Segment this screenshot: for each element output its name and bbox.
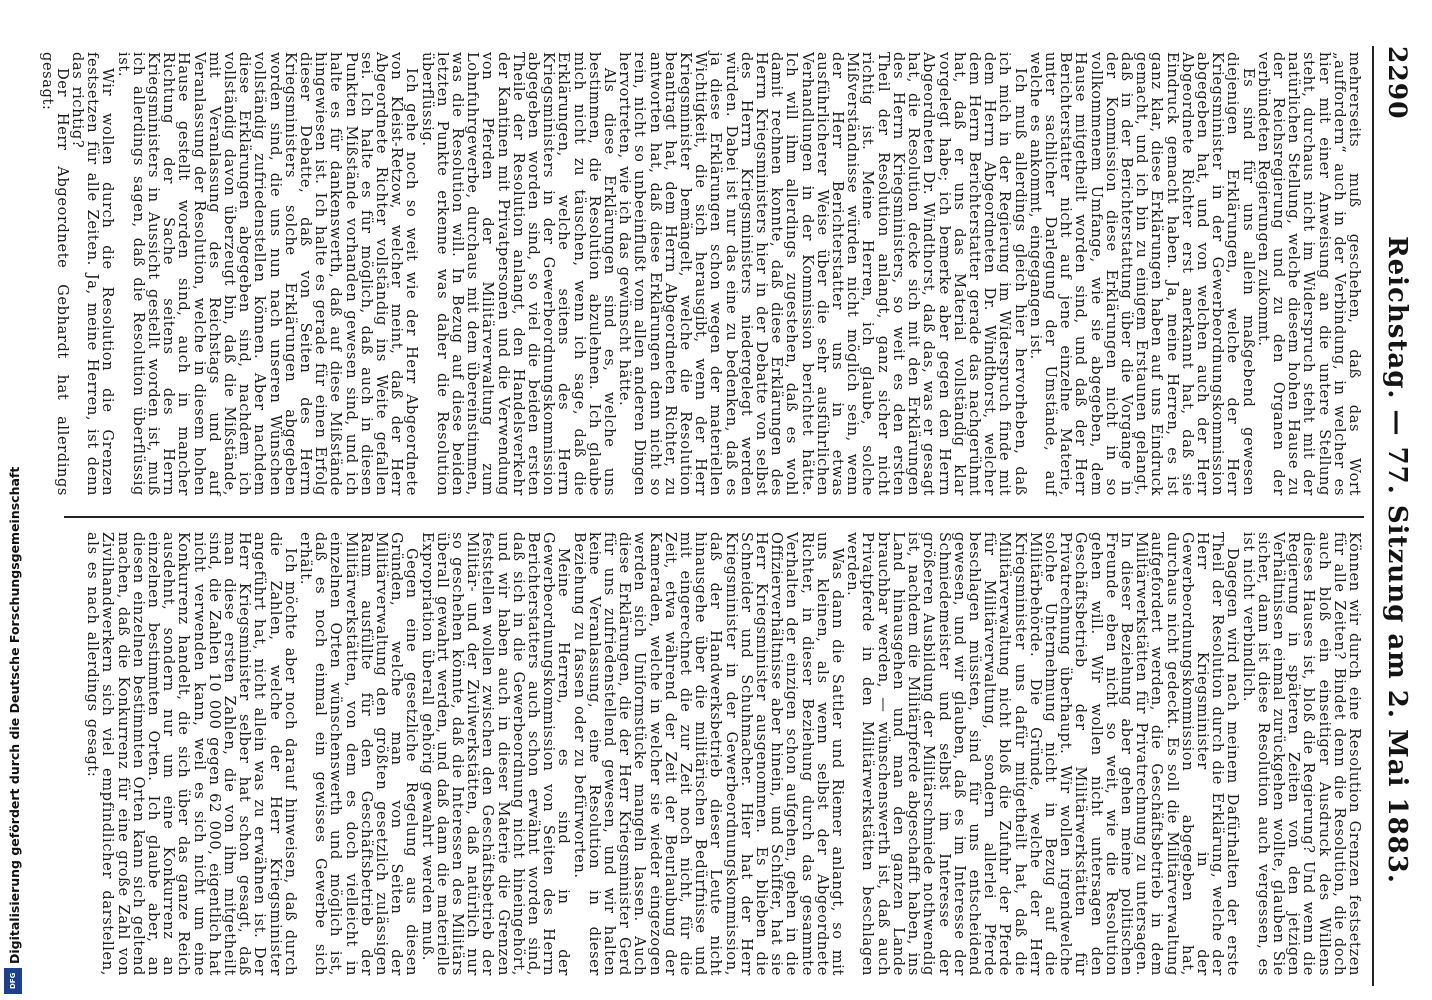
- paragraph: Meine Herren, es sind in der Gewerbeordnungskommission von Seiten des Herrn Berichterstatters auch schon erwähnt worden sind, daß sich in die Gewerbeordnung nicht hineingehört, und wir haben auch in dieser Materie die Grenzen feststellen wollen zwischen den Geschäftsbetrieb der Militär- und der Zivilwerkstätten, daß natürlich nur so geschehen könnte, daß die Interessen des Militärs überall gewahrt werden, und daß dann die materielle Expropriation überall gehörig gewahrt werden muß.: [418, 532, 573, 976]
- text-column-left: [38, 52, 1363, 496]
- paragraph: Ich muß allerdings gleich hier hervorheben, daß ich mich in der Regierung im Widerspruch finde mit dem Herrn Abgeordneten Dr. Windthorst, welcher dem Herrn Berichterstatter gerade das nachgerühmt hat, daß er uns das Material vollständig klar vorgelegt habe; ich bemerke aber gegen den Herrn Abgeordneten Dr. Windthorst, daß das, was er gesagt hat, die Resolution decke sich mit den Erklärungen des Herrn Kriegsministers, so weit es den ersten Theil der Resolution anlangt, ganz sicher nicht richtig ist. Meine Herren, ich glaube, solche Mißverständnisse würden nicht möglich sein, wenn der Herr Berichterstatter uns in etwas ausführlicherer Weise über die sehr ausführlichen Verhandlungen in der Kommission berichtet hätte. Ich will ihm allerdings zugestehen, daß es wohl damit rechnen konnte, daß diese Erklärungen des Herrn Kriegsministers hier in der Debatte von selbst des Herrn Kriegsministers niedergelegt werden würden. Dabei ist nur das eine zu bedenken, daß es ja diese Erklärungen schon wegen der materiellen Wichtigkeit, die sich herausgibt, wenn der Herr Kriegsminister bemängelt, welche die Resolution beantragt hat, dem Herrn Abgeordneten Richter, zu antworten hat, daß diese Erklärungen denn nicht so rein, nicht so unbeeinflußt vom allen anderen Dingen hervortreten, wie ich das gewünscht hätte.: [616, 52, 1029, 496]
- page-header: [1372, 46, 1416, 986]
- column-divider: [64, 516, 1364, 518]
- page-number: 2290: [1383, 46, 1412, 120]
- paragraph: mehrerseits muß geschehen, daß das Wort „auffordern“ auch in der Verbindung, in welcher es hier mit einer Anweisung an die untere Stellung steht, durchaus nicht im Widerspruch steht mit der natürlichen Stellung, welche diesem hohen Hause zu der Reichsregierung und zu den Organen der verbündeten Regierungen zukommt.: [1254, 52, 1363, 496]
- credit-text: Digitalisierung gefördert durch die Deutsche Forschungsgemeinschaft: [7, 466, 22, 964]
- paragraph: Als diese Erklärungen sind es, welche uns bestimmen, die Resolution abzulehnen. Ich glaube mich nicht zu täuschen, wenn ich sage, daß die Erklärungen, welche seitens des Herrn Kriegsministers in der Gewerbeordnungskommission abgegeben worden sind, so viel die beiden ersten Theile der Resolution anlangt, den Handelsverkehr der Kantinen mit Privatpersonen und die Verwendung von Pferden der Militärverwaltung zum Lohnfuhrgewerbe, durchaus mit dem übereinstimmen, was die Resolution will. In Bezug auf diese beiden letzten Punkte erkenne was daher die Resolution überflüssig.: [418, 52, 619, 496]
- paragraph: Wir wollen durch die Resolution die Grenzen festsetzen für alle Zeiten. Ja, meine Herren, ist denn das richtig?: [68, 52, 117, 496]
- header-rule: [1372, 46, 1374, 986]
- dfg-logo-icon: DFG: [4, 968, 22, 994]
- paragraph: Können wir durch eine Resolution Grenzen festsetzen für alle Zeiten? Bindet denn die Resolution, die doch auch bloß ein einseitiger Ausdruck des Willens dieses Hauses ist, bloß die Regierung? Und wenn die Regierung in späteren Zeiten von den jetzigen Verhältnissen einmal zurückgehen wollte, glauben Sie sicher, dann ist diese Resolution auch vergessen, es ist nicht verbindlich.: [1239, 532, 1363, 976]
- paragraph: Dagegen wird nach meinem Dafürhalten der erste Theil der Resolution durch die Erklärung, welche der Herr Kriegsminister in der Gewerbeordnungskommission abgegeben hat, durchaus nicht gedeckt. Es soll die Militärverwaltung aufgefordert werden, die Geschäftsbetrieb in dem Militärwerkstätten für Privatrechnung zu untersagen. In dieser Beziehung aber gehen meine politischen Freunde eben nicht so weit, wie die Resolution gehen will. Wir wollen nicht untersagen den Geschäftsbetrieb der Militärwerkstätten für Privatrechnung überhaupt. Wir wollen irgendwelche solche Unternehmung nicht in Bezug auf die Militärbehörde. Die Gründe, welche der Herr Kriegsminister uns dafür mitgetheilt hat, daß die Militärverwaltung nicht bloß die Zufuhr der Pferde für Militärverwaltung, sondern allerlei Pferde beschlagen müssten, sind für uns entscheidend gewesen, und wir glauben, daß es im Interesse der Schmiedemeister und selbst im Interesse der größeren Ausbildung der Militärschmiede nothwendig ist, nachdem die Militärpferde abgeschafft haben, ins Land hinausgehen und man den ganzen Lande brauchbar werden, — wünschenswerth ist, daß auch Privatpferde in den Militärwerkstätten beschlagen werden.: [844, 532, 1242, 976]
- text-column-right: [62, 532, 1362, 976]
- paragraph: Gegen eine gesetzliche Regelung aus diesen Gründen, welche man von Seiten der Militärverwaltung den größten gesetzlich zulässigen Raum ausfüllte für den Geschäftsbetrieb der Militärwerkstätten, von dem es doch vielleicht in einzelnen Orten wünschenswerth und möglich ist, daß es noch einmal ein gewisses Gewerbe sich erhält.: [296, 532, 421, 976]
- paragraph: Der Herr Abgeordnete Gebhardt hat allerdings gesagt:: [38, 52, 71, 496]
- paragraph: Ich möchte aber noch darauf hinweisen, daß durch die Zahlen, welche der Herr Kriegsminister angeführt hat, nicht allein was zu erwähnen ist. Der Herr Kriegsminister selber hat schon gesagt, daß man diese ersten Zahlen, die von ihm mitgetheilt sind, die Zahlen 10 000 gegen 62 000, eigentlich hat nicht verwenden kann, weil es sich nicht um eine Konkurrenz handelt, die sich über das ganze Reich ausdehnt, sondern nur um eine Konkurrenz an einzelnen bestimmten Orten. Ich glaube aber, an diesen einzelnen bestimmten Orten kann sich geltend machen, daß die Konkurrenz für eine große Zahl von Zivilhandwerkern sich viel empfindlicher darstellen, als es nach allerdings gesagt:: [84, 532, 299, 976]
- running-head: Reichstag. — 77. Sitzung am 2. Mai 1883.: [1382, 236, 1412, 884]
- paragraph: Was dann die Sattler und Riemer anlangt, so mit uns kleinen, als wenn selbst der Abgeordnete Richter, in dieser Beziehung durch das gesammte Verhalten der einzigen schon aufgehen, gehen in die Offizierverhältnisse aber hinein, und Schiffer, hat sie Herr Kriegsminister ausgenommen. Es blieben die Schneider und Schuhmacher. Hier hat der Herr Kriegsminister in der Gewerbeordnungskommission, daß der Handwerksbetrieb dieser Leute nicht hinausgehe über die militärischen Bedürfnisse und mit eingerechnet die zur Zeit noch nicht, für die Zeit, etwa während der Zeit der Beurlaubung der Kameraden, welche in welcher sie wieder eingezogen werden sich Uniformstücke mangeln lassen. Auch diese Erklärungen, die der Herr Kriegsminister Gerd für uns zufriedenstellend gewesen, und wir halten keine Veranlassung, eine Resolution in dieser Beziehung zu fassen oder zu befürworten.: [570, 532, 847, 976]
- scanned-page: [38, 46, 1416, 986]
- paragraph: Es sind für uns allein maßgebend gewesen diejenigen Erklärungen, welche der Herr Kriegsminister in der Gewerbeordnungskommission abgegeben hat, und von welchen auch der Herr Abgeordnete Richter erst anerkannt hat, daß sie Eindruck gemacht haben. Ja, meine Herren, es ist ganz klar, diese Erklärungen haben auf uns Eindruck gemacht, und ich bin zu einigem Erstaunen gelangt, daß in der Berichterstattung über die Vorgänge in der Kommission diese Erklärungen nicht in so vollkommenem Umfange, wie sie abgegeben, dem Hause mitgetheilt worden sind, und daß der Herr Berichterstatter nicht auf jene einzelne Materie, unter sachlicher Darlegung der Umstände, auf welche es ankommt, eingegangen ist.: [1026, 52, 1257, 496]
- digitization-credit: [0, 466, 26, 1000]
- paragraph: Ich gehe noch so weit wie der Herr Abgeordnete von Kleist-Retzow, welcher meint, daß der Herr Abgeordnete Richter vollständig ins Weite gefallen sei. Ich halte es für möglich, daß auch in diesen Punkten Mißstände vorhanden gewesen sind, und ich halte es für dankenswerth, daß auf diese Mißstände hingewiesen ist. Ich halte es gerade für einen Erfolg dieser Debatte, daß von Seiten des Herrn Kriegsministers solche Erklärungen abgegeben worden sind, die uns nun nach unseren Wünschen vollständig zufriedenstellen können. Aber nachdem diese Erklärungen abgegeben sind, nachdem ich vollständig davon überzeugt bin, daß die Mißstände, mit Veranlassung des Reichstags und auf Veranlassung der Resolution, welche in diesem hohen Hause gestellt worden sind, auch in mancher Richtung der Sache seitens des Herrn Kriegsministers in Aussicht gestellt worden ist, muß ich allerdings sagen, daß die Resolution überflüssig ist.: [114, 52, 421, 496]
